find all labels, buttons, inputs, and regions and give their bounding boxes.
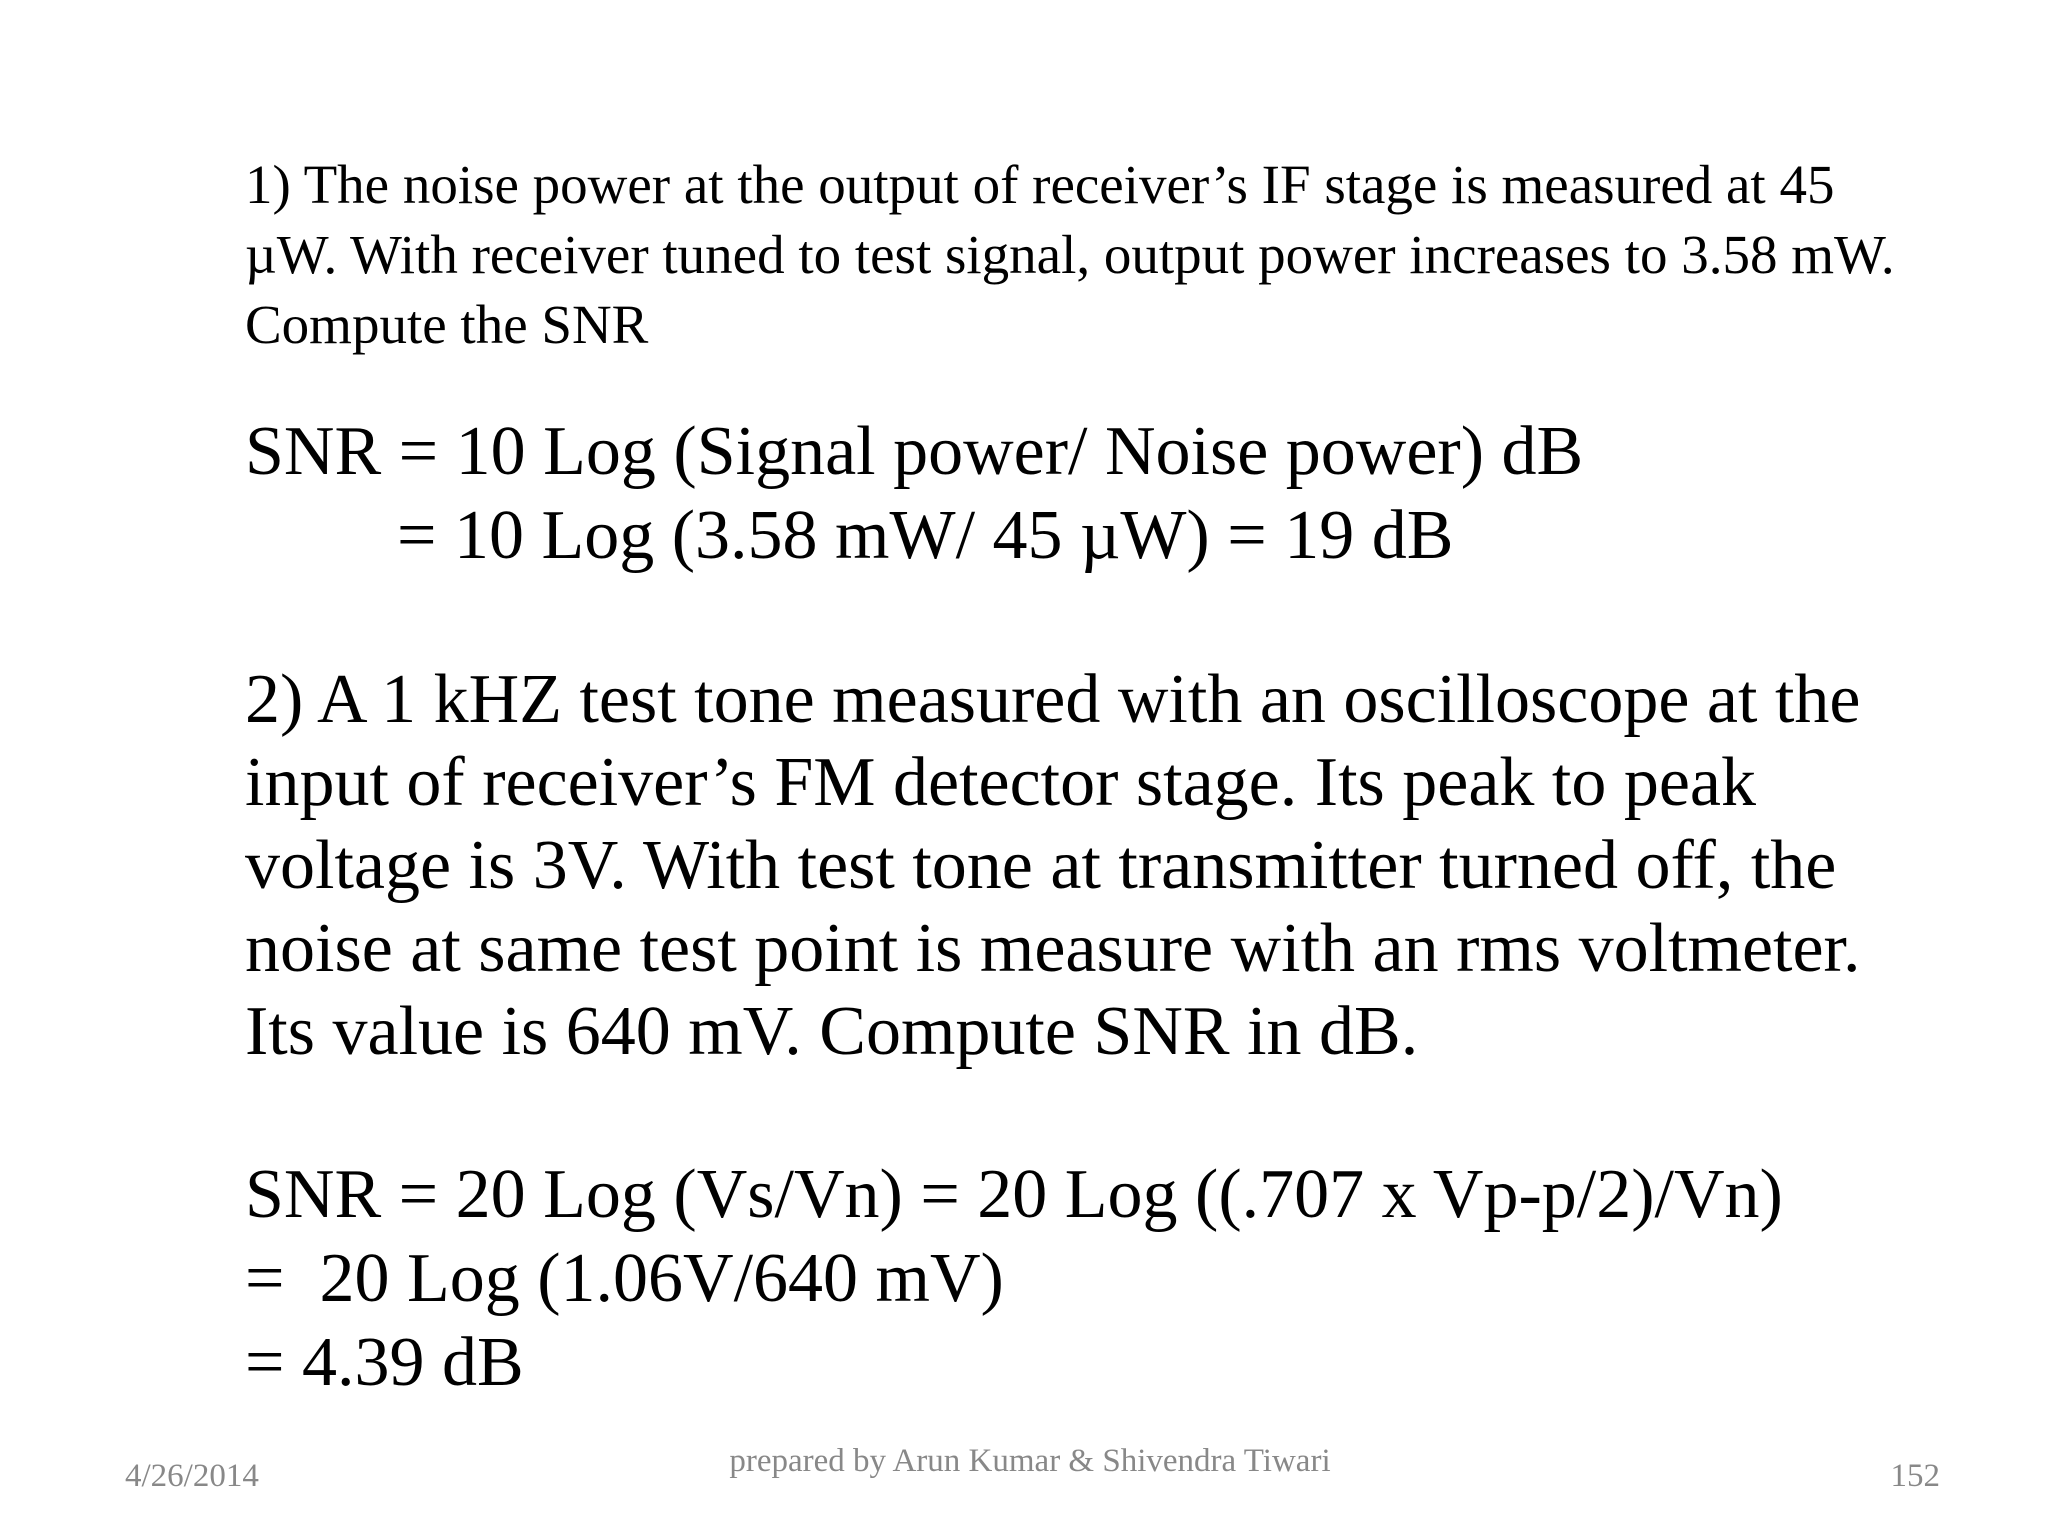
solution-2-substitution: = 20 Log (1.06V/640 mV) — [245, 1240, 1004, 1317]
footer-date: 4/26/2014 — [125, 1458, 259, 1494]
problem-1-text: 1) The noise power at the output of receiver’s IF stage is measured at 45 µW. With receiver tuned to test signal, output power increases to 3.58 mW. Compute the SNR — [245, 154, 1895, 355]
slide-content — [245, 150, 1945, 1405]
solution-2-result: = 4.39 dB — [245, 1324, 524, 1401]
solution-1 — [245, 410, 1945, 578]
footer-credit: prepared by Arun Kumar & Shivendra Tiwari — [729, 1443, 1331, 1479]
solution-1-result: = 10 Log (3.58 mW/ 45 µW) = 19 dB — [397, 497, 1454, 574]
footer-page-number: 152 — [1890, 1458, 1940, 1494]
solution-1-formula: SNR = 10 Log (Signal power/ Noise power) dB — [245, 413, 1584, 490]
solution-2 — [245, 1153, 1945, 1405]
solution-2-formula: SNR = 20 Log (Vs/Vn) = 20 Log ((.707 x Vp-p/2)/Vn) — [245, 1156, 1783, 1233]
problem-2-text: 2) A 1 kHZ test tone measured with an oscilloscope at the input of receiver’s FM detector stage. Its peak to peak voltage is 3V. With test tone at transmitter turned off, the noise at same test point is measure with an rms voltmeter. Its value is 640 mV. Compute SNR in dB. — [245, 661, 1861, 1070]
